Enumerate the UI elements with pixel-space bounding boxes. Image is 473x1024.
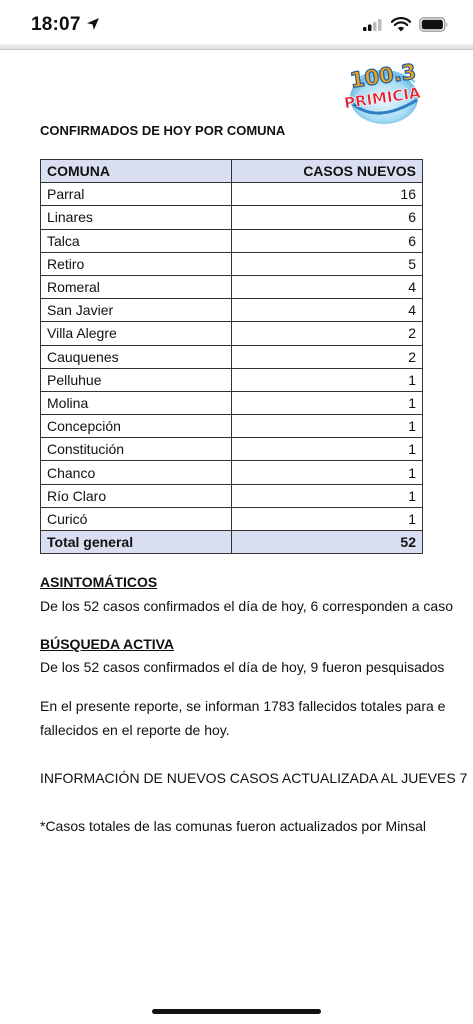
table-row bbox=[41, 438, 423, 461]
comuna-cell: Talca bbox=[41, 229, 232, 252]
table-row bbox=[41, 322, 423, 345]
comuna-cell: Linares bbox=[41, 206, 232, 229]
asintomaticos-text: De los 52 casos confirmados el día de hoy, 6 corresponden a caso bbox=[40, 598, 453, 614]
casos-nuevos-cell: 1 bbox=[232, 415, 423, 438]
table-row bbox=[41, 299, 423, 322]
asintomaticos-title: ASINTOMÁTICOS bbox=[40, 574, 158, 590]
casos-nuevos-cell: 16 bbox=[232, 183, 423, 206]
reporte-line-2: fallecidos en el reporte de hoy. bbox=[40, 722, 230, 738]
status-bar bbox=[0, 0, 473, 50]
home-indicator[interactable] bbox=[152, 1009, 321, 1014]
comuna-cell: San Javier bbox=[41, 299, 232, 322]
table-row bbox=[41, 229, 423, 252]
casos-nuevos-cell: 1 bbox=[232, 461, 423, 484]
casos-nuevos-cell: 1 bbox=[232, 368, 423, 391]
comuna-cell: Chanco bbox=[41, 461, 232, 484]
total-label: Total general bbox=[41, 531, 232, 554]
total-value: 52 bbox=[232, 531, 423, 554]
comuna-cell: Río Claro bbox=[41, 484, 232, 507]
battery-icon bbox=[419, 17, 449, 32]
busqueda-activa-title: BÚSQUEDA ACTIVA bbox=[40, 636, 175, 652]
location-arrow-icon bbox=[86, 17, 100, 31]
casos-nuevos-cell: 1 bbox=[232, 438, 423, 461]
table-row bbox=[41, 252, 423, 275]
cases-by-commune-table bbox=[40, 159, 423, 554]
casos-nuevos-cell: 4 bbox=[232, 299, 423, 322]
status-time: 18:07 bbox=[31, 14, 81, 35]
comuna-cell: Retiro bbox=[41, 252, 232, 275]
casos-nuevos-cell: 1 bbox=[232, 507, 423, 530]
comuna-cell: Molina bbox=[41, 391, 232, 414]
table-row bbox=[41, 368, 423, 391]
actualizacion-text: INFORMACIÓN DE NUEVOS CASOS ACTUALIZADA AL JUEVES 7 bbox=[40, 770, 468, 786]
comuna-cell: Parral bbox=[41, 183, 232, 206]
comuna-cell: Cauquenes bbox=[41, 345, 232, 368]
logo-name: PRIMICIA bbox=[343, 83, 422, 113]
table-row bbox=[41, 345, 423, 368]
reporte-line-1: En el presente reporte, se informan 1783 fallecidos totales para e bbox=[40, 698, 446, 714]
casos-nuevos-cell: 5 bbox=[232, 252, 423, 275]
comuna-cell: Concepción bbox=[41, 415, 232, 438]
cases-table-wrapper bbox=[40, 159, 423, 554]
comuna-cell: Constitución bbox=[41, 438, 232, 461]
busqueda-activa-text: De los 52 casos confirmados el día de hoy, 9 fueron pesquisados bbox=[40, 659, 445, 675]
radio-logo bbox=[337, 48, 427, 128]
nota-text: *Casos totales de las comunas fueron actualizados por Minsal bbox=[40, 818, 426, 834]
table-heading: CONFIRMADOS DE HOY POR COMUNA bbox=[40, 123, 286, 138]
table-row bbox=[41, 206, 423, 229]
table-header-row bbox=[41, 160, 423, 183]
casos-nuevos-cell: 6 bbox=[232, 229, 423, 252]
table-row bbox=[41, 415, 423, 438]
table-row bbox=[41, 391, 423, 414]
comuna-cell: Curicó bbox=[41, 507, 232, 530]
casos-nuevos-cell: 1 bbox=[232, 391, 423, 414]
comuna-cell: Villa Alegre bbox=[41, 322, 232, 345]
casos-nuevos-cell: 6 bbox=[232, 206, 423, 229]
table-row bbox=[41, 484, 423, 507]
comuna-cell: Romeral bbox=[41, 275, 232, 298]
column-header-casos-nuevos: CASOS NUEVOS bbox=[232, 160, 423, 183]
table-row bbox=[41, 275, 423, 298]
table-row bbox=[41, 461, 423, 484]
total-row bbox=[41, 531, 423, 554]
casos-nuevos-cell: 4 bbox=[232, 275, 423, 298]
casos-nuevos-cell: 2 bbox=[232, 322, 423, 345]
comuna-cell: Pelluhue bbox=[41, 368, 232, 391]
column-header-comuna: COMUNA bbox=[41, 160, 232, 183]
table-row bbox=[41, 507, 423, 530]
casos-nuevos-cell: 1 bbox=[232, 484, 423, 507]
table-row bbox=[41, 183, 423, 206]
casos-nuevos-cell: 2 bbox=[232, 345, 423, 368]
cellular-signal-icon bbox=[363, 19, 382, 31]
wifi-icon bbox=[391, 17, 411, 32]
logo-frequency: 100.3 bbox=[348, 59, 418, 93]
